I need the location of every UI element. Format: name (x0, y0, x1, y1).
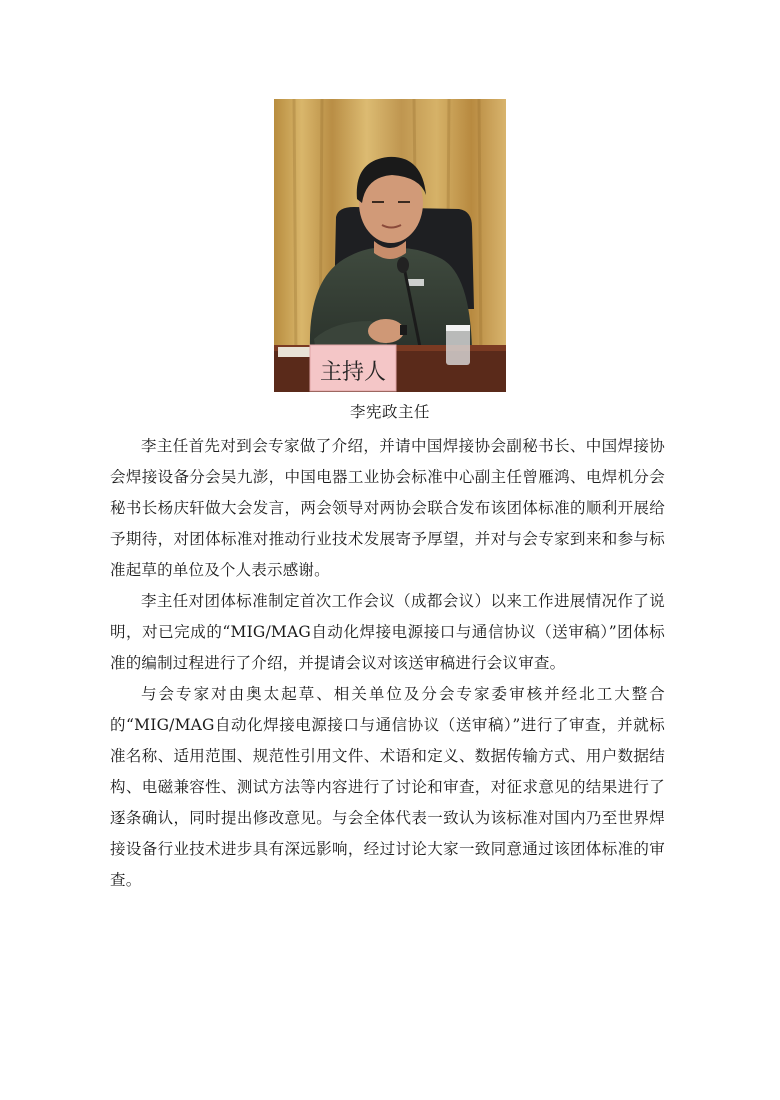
photo-caption: 李宪政主任 (349, 403, 430, 421)
paragraph-3: 与会专家对由奥太起草、相关单位及分会专家委审核并经北工大整合的“MIG/MAG自动化焊接电源接口与通信协议（送审稿）”进行了审查，并就标准名称、适用范围、规范性引用文件、术语和定义、数据传输方式、用户数据结构、电磁兼容性、测试方法等内容进行了讨论和审查，对征求意见的结果进行了逐条确认，同时提出修改意见。与会全体代表一致认为该标准对国内乃至世界焊接设备行业技术进步具有深远影响，经过讨论大家一致同意通过该团体标准的审查。 (110, 685, 665, 889)
placard-text: 主持人 (319, 360, 387, 385)
speaker-photo (274, 99, 506, 392)
paragraph-1: 李主任首先对到会专家做了介绍，并请中国焊接协会副秘书长、中国焊接协会焊接设备分会吴九澎，中国电器工业协会标准中心副主任曾雁鸿、电焊机分会秘书长杨庆轩做大会发言，两会领导对两协会联合发布该团体标准的顺利开展给予期待，对团体标准对推动行业技术发展寄予厚望，并对与会专家到来和参与标准起草的单位及个人表示感谢。 (110, 437, 665, 579)
article-body (110, 431, 665, 896)
paragraph-2: 李主任对团体标准制定首次工作会议（成都会议）以来工作进展情况作了说明，对已完成的“MIG/MAG自动化焊接电源接口与通信协议（送审稿）”团体标准的编制过程进行了介绍，并提请会议对该送审稿进行会议审查。 (110, 592, 665, 672)
